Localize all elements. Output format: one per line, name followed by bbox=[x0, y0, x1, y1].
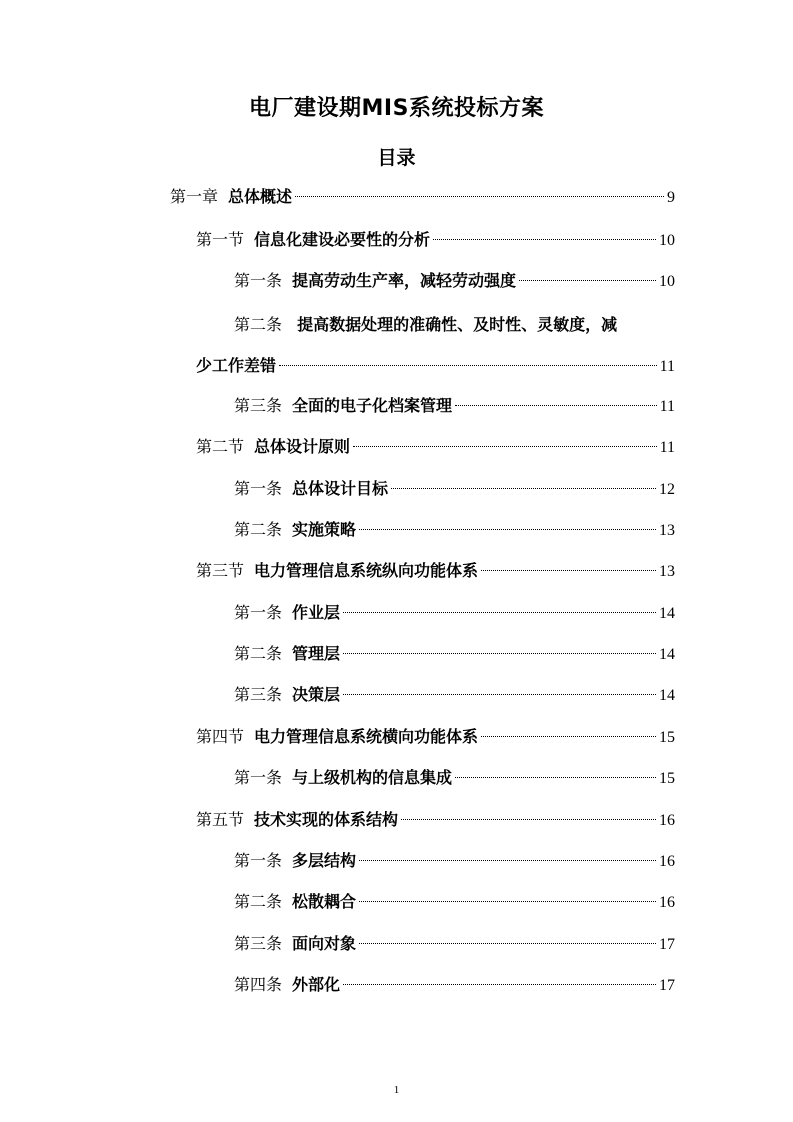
toc-entry-page: 15 bbox=[659, 770, 675, 787]
toc-entry-title: 决策层 bbox=[292, 685, 341, 704]
toc-entry-title: 总体概述 bbox=[228, 187, 293, 206]
toc-entry-chapter[interactable] bbox=[170, 183, 675, 211]
toc-entry-number: 第二条 bbox=[234, 315, 283, 334]
toc-entry-page: 11 bbox=[659, 439, 675, 456]
toc-entry-page: 10 bbox=[659, 273, 675, 290]
toc-dot-leader bbox=[295, 196, 664, 197]
toc-entry-page: 13 bbox=[659, 522, 675, 539]
toc-entry-number: 第一节 bbox=[196, 230, 245, 249]
toc-entry-title: 松散耦合 bbox=[292, 892, 357, 911]
toc-entry-title: 电力管理信息系统横向功能体系 bbox=[254, 727, 479, 746]
toc-entry-page: 10 bbox=[659, 232, 675, 249]
toc-entry-title: 与上级机构的信息集成 bbox=[292, 768, 453, 787]
toc-entry-title: 实施策略 bbox=[292, 520, 357, 539]
toc-entry-number: 第二节 bbox=[196, 437, 245, 456]
toc-entry-number: 第一条 bbox=[234, 768, 283, 787]
toc-entry-number: 第一条 bbox=[234, 851, 283, 870]
toc-entry-number: 第三条 bbox=[234, 685, 283, 704]
toc-entry-number: 第二条 bbox=[234, 644, 283, 663]
toc-entry-page: 14 bbox=[659, 605, 675, 622]
toc-entry-article[interactable] bbox=[234, 392, 675, 420]
toc-entry-article[interactable] bbox=[234, 888, 675, 916]
toc-entry-title: 面向对象 bbox=[292, 934, 357, 953]
toc-entry-number: 第三条 bbox=[234, 396, 283, 415]
toc-entry-page: 17 bbox=[659, 936, 675, 953]
toc-entry-page: 14 bbox=[659, 646, 675, 663]
toc-dot-leader bbox=[519, 280, 656, 281]
toc-entry-article-continuation[interactable] bbox=[196, 352, 675, 380]
toc-entry-number: 第二条 bbox=[234, 892, 283, 911]
toc-entry-number: 第一条 bbox=[234, 603, 283, 622]
toc-entry-number: 第一条 bbox=[234, 479, 283, 498]
toc-entry-article[interactable] bbox=[234, 516, 675, 544]
toc-entry-number: 第五节 bbox=[196, 810, 245, 829]
toc-entry-article[interactable] bbox=[234, 971, 675, 999]
toc-entry-section[interactable] bbox=[196, 557, 675, 585]
toc-entry-page: 17 bbox=[659, 977, 675, 994]
toc-dot-leader bbox=[359, 860, 656, 861]
toc-entry-article[interactable] bbox=[234, 930, 675, 958]
toc-entry-page: 9 bbox=[667, 189, 675, 206]
toc-entry-page: 13 bbox=[659, 563, 675, 580]
toc-entry-number: 第四条 bbox=[234, 975, 283, 994]
toc-dot-leader bbox=[433, 239, 656, 240]
toc-entry-page: 16 bbox=[659, 812, 675, 829]
toc-entry-section[interactable] bbox=[196, 433, 675, 461]
toc-entry-article[interactable] bbox=[234, 599, 675, 627]
toc-entry-article[interactable] bbox=[234, 681, 675, 709]
toc-dot-leader bbox=[279, 365, 657, 366]
toc-entry-page: 16 bbox=[659, 853, 675, 870]
toc-entry-article[interactable] bbox=[234, 640, 675, 668]
toc-dot-leader bbox=[359, 901, 656, 902]
toc-entry-title: 总体设计原则 bbox=[254, 437, 351, 456]
toc-dot-leader bbox=[343, 984, 656, 985]
toc-entry-title: 管理层 bbox=[292, 644, 341, 663]
toc-entry-page: 11 bbox=[659, 398, 675, 415]
footer-page-number: 1 bbox=[393, 1084, 400, 1096]
toc-entry-article[interactable] bbox=[234, 847, 675, 875]
toc-entry-title: 技术实现的体系结构 bbox=[254, 810, 399, 829]
toc-dot-leader bbox=[343, 612, 656, 613]
toc-dot-leader bbox=[481, 570, 656, 571]
document-title: 电厂建设期MIS系统投标方案 bbox=[249, 96, 544, 121]
toc-entry-article-wrapped[interactable] bbox=[234, 311, 675, 339]
toc-entry-title: 提高劳动生产率，减轻劳动强度 bbox=[292, 271, 517, 290]
toc-entry-section[interactable] bbox=[196, 226, 675, 254]
toc-dot-leader bbox=[481, 736, 656, 737]
toc-entry-title: 多层结构 bbox=[292, 851, 357, 870]
toc-entry-page: 15 bbox=[659, 729, 675, 746]
toc-entry-page: 16 bbox=[659, 894, 675, 911]
toc-entry-number: 第三条 bbox=[234, 934, 283, 953]
toc-entry-title: 全面的电子化档案管理 bbox=[292, 396, 453, 415]
toc-entry-title: 作业层 bbox=[292, 603, 341, 622]
toc-dot-leader bbox=[343, 694, 656, 695]
toc-entry-title-line1: 提高数据处理的准确性、及时性、灵敏度，减 bbox=[297, 315, 618, 334]
toc-dot-leader bbox=[343, 653, 656, 654]
toc-entry-article[interactable] bbox=[234, 475, 675, 503]
toc-entry-number: 第一条 bbox=[234, 271, 283, 290]
toc-dot-leader bbox=[359, 529, 656, 530]
toc-entry-article[interactable] bbox=[234, 764, 675, 792]
toc-dot-leader bbox=[401, 819, 656, 820]
toc-entry-page: 14 bbox=[659, 687, 675, 704]
toc-entry-section[interactable] bbox=[196, 806, 675, 834]
toc-dot-leader bbox=[455, 405, 657, 406]
toc-entry-title: 信息化建设必要性的分析 bbox=[254, 230, 431, 249]
toc-dot-leader bbox=[455, 777, 656, 778]
toc-entry-number: 第四节 bbox=[196, 727, 245, 746]
toc-entry-title: 电力管理信息系统纵向功能体系 bbox=[254, 561, 479, 580]
toc-dot-leader bbox=[353, 446, 657, 447]
toc-entry-title: 总体设计目标 bbox=[292, 479, 389, 498]
toc-entry-number: 第一章 bbox=[170, 187, 219, 206]
toc-entry-title: 外部化 bbox=[292, 975, 341, 994]
toc-entry-section[interactable] bbox=[196, 723, 675, 751]
toc-entry-title-line2: 少工作差错 bbox=[196, 356, 277, 375]
toc-dot-leader bbox=[391, 488, 656, 489]
toc-entry-number: 第三节 bbox=[196, 561, 245, 580]
toc-entry-number: 第二条 bbox=[234, 520, 283, 539]
toc-dot-leader bbox=[359, 943, 656, 944]
toc-entry-page: 11 bbox=[659, 358, 675, 375]
toc-entry-page: 12 bbox=[659, 481, 675, 498]
toc-entry-article[interactable] bbox=[234, 267, 675, 295]
toc-heading: 目录 bbox=[377, 147, 416, 169]
